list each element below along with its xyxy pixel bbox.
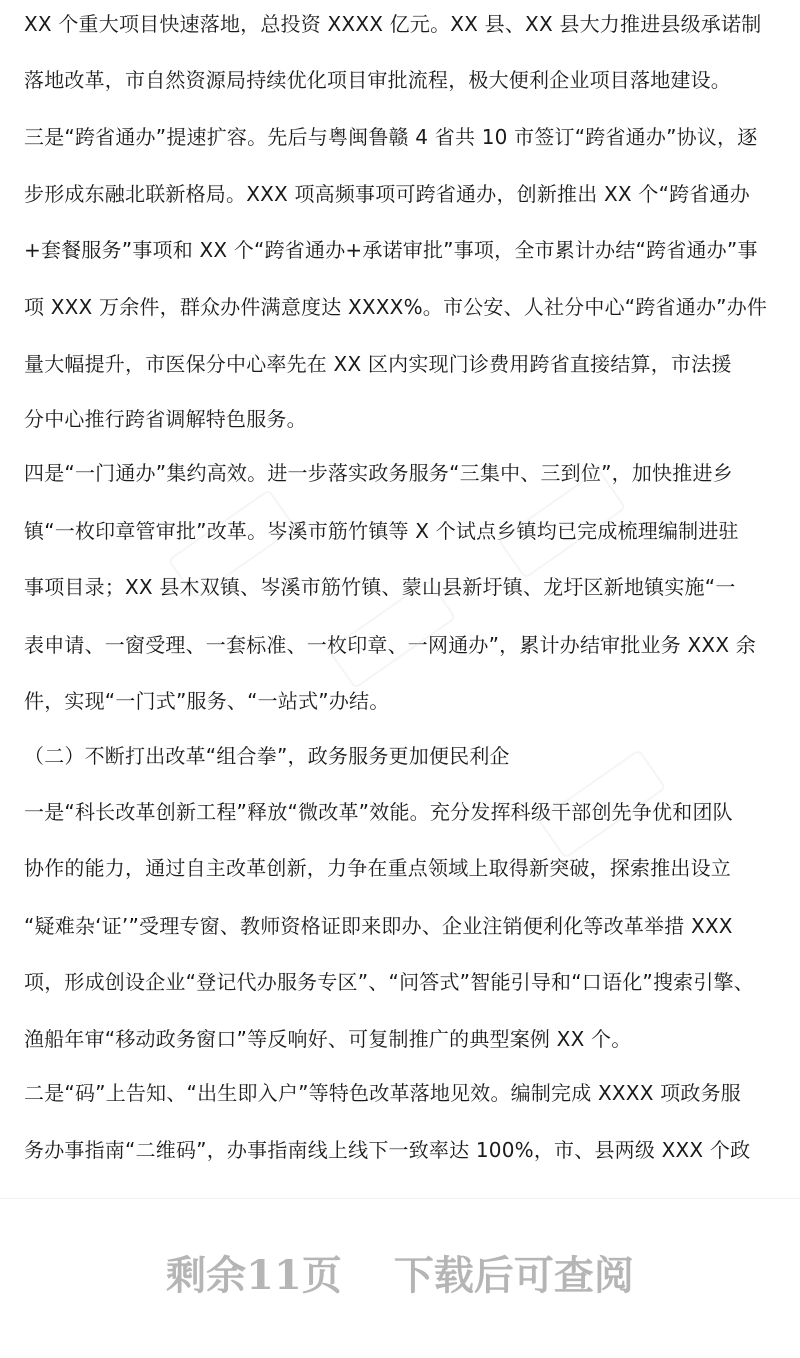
- text-line-7: 量大幅提升，市医保分中心率先在 XX 区内实现门诊费用跨省直接结算，市法援: [24, 352, 732, 376]
- remaining-pages-label: 剩余11页: [166, 1252, 342, 1299]
- text-line-20: 二是“码”上告知、“出生即入户”等特色改革落地见效。编制完成 XXXX 项政务服: [24, 1081, 741, 1105]
- text-line-4: 步形成东融北联新格局。XXX 项高频事项可跨省通办，创新推出 XX 个“跨省通办: [24, 182, 750, 206]
- text-line-9: 四是“一门通办”集约高效。进一步落实政务服务“三集中、三到位”，加快推进乡: [24, 461, 733, 485]
- text-line-2: 落地改革，市自然资源局持续优化项目审批流程，极大便利企业项目落地建设。: [24, 68, 731, 92]
- text-line-3: 三是“跨省通办”提速扩容。先后与粤闽鲁赣 4 省共 10 市签订“跨省通办”协议，逐: [24, 125, 758, 149]
- text-line-5: +套餐服务”事项和 XX 个“跨省通办+承诺审批”事项，全市累计办结“跨省通办”事: [24, 238, 758, 262]
- text-line-18: 项，形成创设企业“登记代办服务专区”、“问答式”智能引导和“口语化”搜索引擎、: [24, 970, 754, 994]
- text-line-12: 表申请、一窗受理、一套标准、一枚印章、一网通办”，累计办结审批业务 XXX 余: [24, 633, 756, 657]
- download-prompt[interactable]: [0, 1248, 800, 1304]
- text-line-8: 分中心推行跨省调解特色服务。: [24, 407, 307, 431]
- text-line-13: 件，实现“一门式”服务、“一站式”办结。: [24, 689, 390, 713]
- text-line-1: XX 个重大项目快速落地，总投资 XXXX 亿元。XX 县、XX 县大力推进县级承诺制: [24, 12, 762, 36]
- text-line-6: 项 XXX 万余件，群众办件满意度达 XXXX%。市公安、人社分中心“跨省通办”办件: [24, 295, 768, 319]
- text-line-10: 镇“一枚印章管审批”改革。岑溪市筋竹镇等 X 个试点乡镇均已完成梳理编制进驻: [24, 519, 739, 543]
- text-line-11: 事项目录；XX 县木双镇、岑溪市筋竹镇、蒙山县新圩镇、龙圩区新地镇实施“一: [24, 575, 736, 599]
- text-line-21: 务办事指南“二维码”，办事指南线上线下一致率达 100%，市、县两级 XXX 个政: [24, 1138, 751, 1162]
- section-heading: （二）不断打出改革“组合拳”，政务服务更加便民利企: [24, 744, 510, 768]
- text-line-15: 一是“科长改革创新工程”释放“微改革”效能。充分发挥科级干部创先争优和团队: [24, 800, 733, 824]
- text-line-16: 协作的能力，通过自主改革创新，力争在重点领域上取得新突破，探索推出设立: [24, 856, 731, 880]
- footer-divider: [0, 1198, 800, 1199]
- text-line-19: 渔船年审“移动政务窗口”等反响好、可复制推广的典型案例 XX 个。: [24, 1027, 632, 1051]
- download-hint-label: 下载后可查阅: [393, 1252, 634, 1299]
- text-line-17: “疑难杂‘证’”受理专窗、教师资格证即来即办、企业注销便利化等改革举措 XXX: [24, 914, 733, 938]
